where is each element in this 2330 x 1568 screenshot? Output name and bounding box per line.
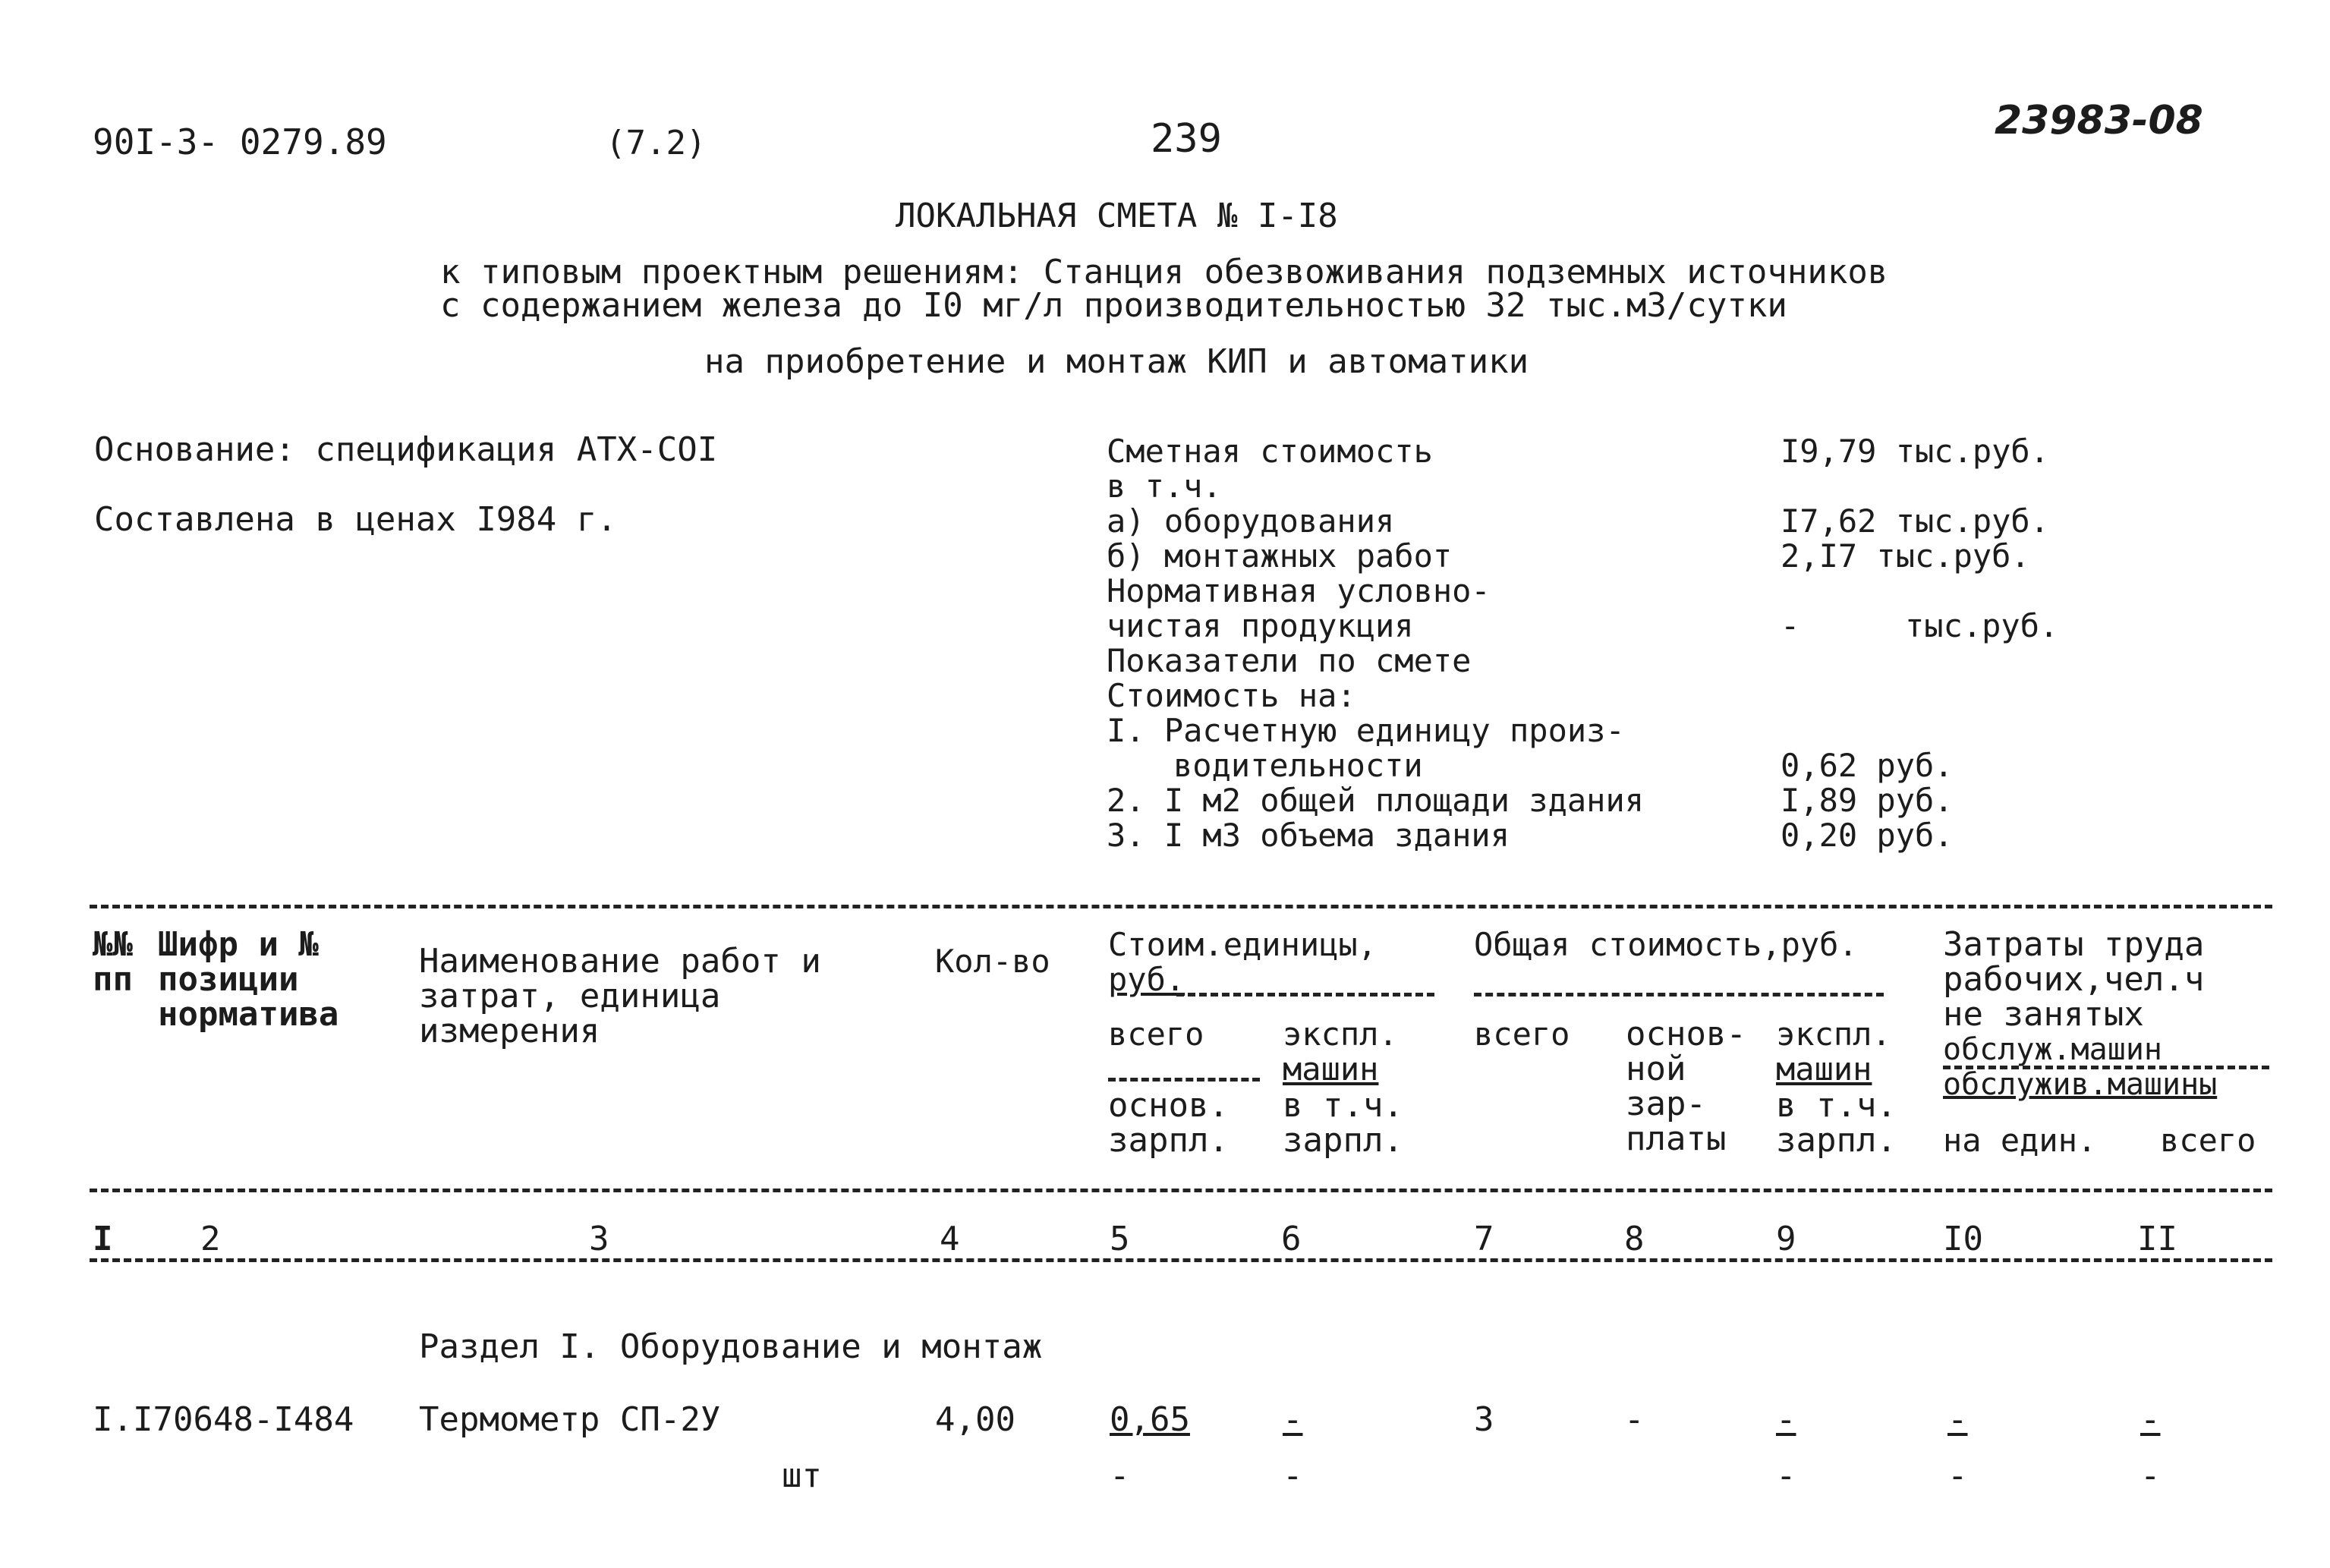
col7-header-top: всего	[1474, 1015, 1570, 1053]
row-labor-unit-sub: -	[1947, 1456, 1968, 1495]
row-unit-machine: -	[1283, 1400, 1303, 1439]
column-number-6: 6	[1281, 1220, 1302, 1258]
indicators-label: Показатели по смете	[1107, 642, 1472, 679]
col11-header-bottom: всего	[2160, 1122, 2256, 1159]
estimated-cost-value: I9,79 тыс.руб.	[1781, 433, 2050, 470]
prices-line: Составлена в ценах I984 г.	[94, 500, 617, 539]
equipment-value: I7,62 тыс.руб.	[1781, 502, 2050, 540]
column-number-10: I0	[1943, 1220, 1983, 1258]
indicator-3-value: 0,20 руб.	[1781, 817, 1954, 854]
table-top-rule	[90, 905, 2272, 908]
indicator-1-value: 0,62 руб.	[1781, 747, 1954, 784]
column-number-4: 4	[940, 1220, 960, 1258]
col-header-name: Наименование работ и затрат, единица измерения	[419, 942, 821, 1050]
section-title: Раздел I. Оборудование и монтаж	[419, 1327, 1043, 1366]
column-number-3: 3	[589, 1220, 609, 1258]
column-number-1: I	[93, 1220, 113, 1258]
installation-label: б) монтажных работ	[1107, 537, 1453, 575]
row-unit: шт	[782, 1456, 822, 1495]
labor-title: Затраты труда рабочих,чел.ч не занятых	[1943, 925, 2205, 1034]
normative-label-1: Нормативная условно-	[1107, 572, 1491, 609]
row-total-machine-wage: -	[1776, 1456, 1796, 1495]
row-labor-total: -	[2140, 1400, 2161, 1439]
row-name: Термометр СП-2У	[419, 1400, 721, 1439]
normative-value-dash: -	[1781, 607, 1800, 644]
column-number-5: 5	[1110, 1220, 1130, 1258]
col5-header-top: всего	[1108, 1015, 1204, 1053]
row-unit-machine-wage: -	[1283, 1456, 1303, 1495]
col9-header-mid: машин	[1776, 1050, 1872, 1088]
col5-header-bottom: основ. зарпл.	[1108, 1086, 1229, 1160]
row-total: 3	[1474, 1400, 1494, 1439]
col-header-number: №№ пп	[93, 925, 133, 999]
column-number-9: 9	[1776, 1220, 1796, 1258]
col6-header-top: экспл.	[1283, 1015, 1398, 1053]
indicator-2-label: 2. I м2 общей площади здания	[1107, 782, 1645, 819]
normative-value-unit: тыс.руб.	[1905, 607, 2059, 644]
row-total-wage: -	[1624, 1400, 1645, 1439]
estimated-cost-label: Сметная стоимость	[1107, 433, 1433, 470]
indicator-1-label-2: водительности	[1173, 747, 1423, 784]
indicator-1-label-1: I. Расчетную единицу произ-	[1107, 712, 1625, 749]
installation-value: 2,I7 тыс.руб.	[1781, 537, 2030, 575]
col-header-quantity: Кол-во	[935, 943, 1050, 980]
header-bottom-rule	[90, 1189, 2272, 1192]
unit-cost-unit: руб.	[1108, 961, 1185, 998]
total-cost-rule	[1474, 993, 1884, 997]
handwritten-reference: 23983-08	[1995, 98, 2203, 143]
equipment-label: а) оборудования	[1107, 502, 1395, 540]
page-number: 239	[1151, 116, 1222, 162]
indicator-2-value: I,89 руб.	[1781, 782, 1954, 819]
labor-subheader-1: обслуж.машин	[1943, 1032, 2162, 1067]
row-labor-unit: -	[1947, 1400, 1968, 1439]
normative-label-2: чистая продукция	[1107, 607, 1414, 644]
col9-header-bottom: в т.ч. зарпл.	[1776, 1086, 1897, 1160]
row-total-machine: -	[1776, 1400, 1796, 1439]
column-number-8: 8	[1624, 1220, 1645, 1258]
column-number-2: 2	[200, 1220, 221, 1258]
basis-line: Основание: спецификация АТХ-СОI	[94, 430, 718, 469]
column-number-rule	[90, 1258, 2272, 1262]
unit-cost-title: Стоим.единицы,	[1108, 926, 1378, 963]
document-code: 90I-3- 0279.89	[93, 121, 387, 162]
row-code: I.I70648-I484	[93, 1400, 354, 1439]
document-title: ЛОКАЛЬНАЯ СМЕТА № I-I8	[896, 197, 1338, 235]
row-labor-total-sub: -	[2140, 1456, 2161, 1495]
total-cost-title: Общая стоимость,руб.	[1474, 926, 1858, 963]
column-number-7: 7	[1474, 1220, 1494, 1258]
unit-cost-rule	[1176, 993, 1434, 997]
col6-header-bottom: в т.ч. зарпл.	[1283, 1086, 1403, 1160]
row-quantity: 4,00	[935, 1400, 1015, 1439]
title-line-2: с содержанием железа до I0 мг/л производительностью 32 тыс.м3/сутки	[440, 286, 1787, 325]
row-unit-total: 0,65	[1110, 1400, 1190, 1439]
including-label: в т.ч.	[1107, 468, 1222, 505]
col6-header-mid: машин	[1283, 1050, 1379, 1088]
cost-per-label: Стоимость на:	[1107, 677, 1356, 714]
title-line-3: на приобретение и монтаж КИП и автоматики	[704, 342, 1529, 381]
section-code: (7.2)	[606, 124, 707, 162]
column-number-11: II	[2137, 1220, 2177, 1258]
labor-subheader-2: обслужив.машины	[1943, 1067, 2218, 1102]
col10-header-bottom: на един.	[1943, 1122, 2097, 1159]
row-unit-wage: -	[1110, 1456, 1130, 1495]
col8-header: основ- ной зар- платы	[1626, 1015, 1746, 1158]
indicator-3-label: 3. I м3 объема здания	[1107, 817, 1510, 854]
col5-header-rule	[1108, 1078, 1260, 1082]
col-header-code: Шифр и № позиции норматива	[158, 925, 339, 1034]
col9-header-top: экспл.	[1776, 1015, 1891, 1053]
title-line-1: к типовым проектным решениям: Станция обезвоживания подземных источников	[440, 253, 1888, 291]
